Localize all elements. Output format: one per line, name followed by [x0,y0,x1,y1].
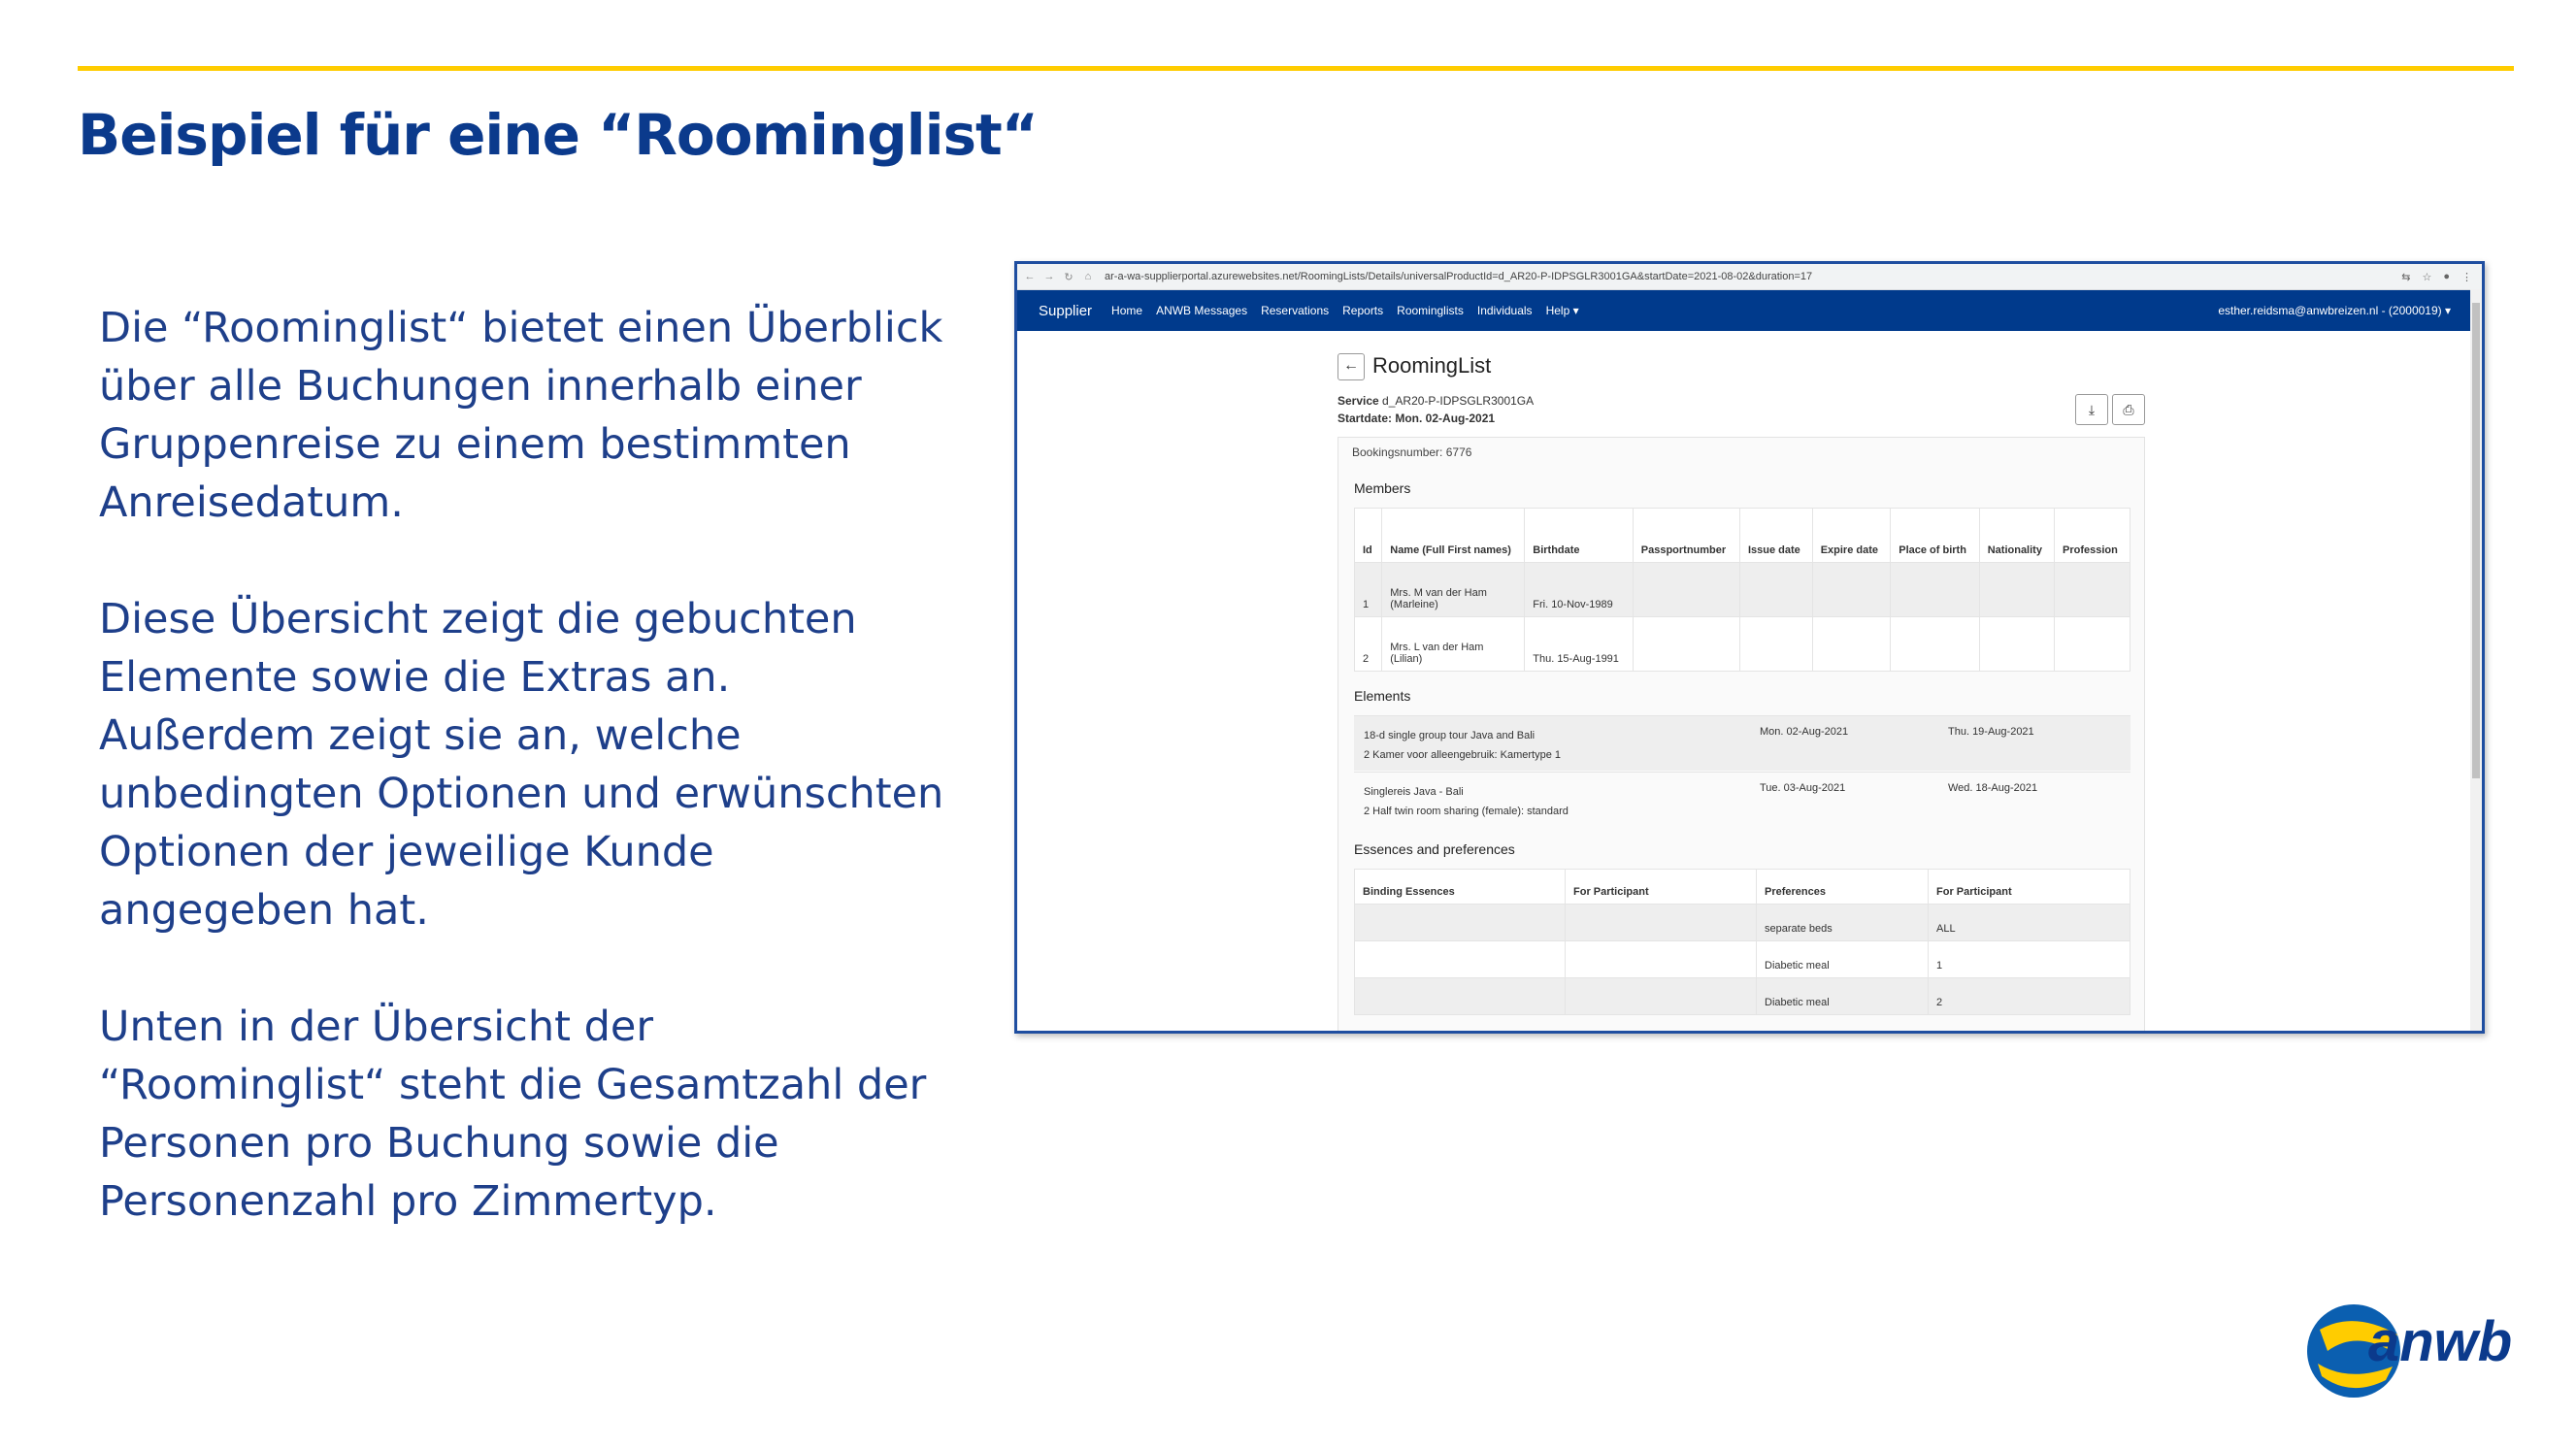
app-navbar [1017,290,2482,331]
list-item [1354,715,2130,771]
nav-help[interactable]: Help ▾ [1545,304,1579,317]
col-expire: Expire date [1812,509,1891,563]
member-birthdate: Thu. 15-Aug-1991 [1525,617,1634,672]
member-name: Mrs. M van der Ham (Marleine) [1382,563,1525,617]
service-label: Service [1338,394,1379,408]
table-row [1355,978,2130,1015]
essences-table [1354,869,2130,1015]
nav-individuals[interactable]: Individuals [1476,304,1533,317]
navbar-brand[interactable]: Supplier [1039,302,1093,319]
nav-reports[interactable]: Reports [1342,304,1384,317]
member-birthdate: Fri. 10-Nov-1989 [1525,563,1634,617]
preference: Diabetic meal [1757,941,1929,978]
element-from: Tue. 03-Aug-2021 [1760,782,1846,794]
member-id: 1 [1355,563,1382,617]
col-for-participant: For Participant [1566,870,1757,905]
paragraph-1: Die “Roominglist“ bietet einen Überblick über alle Buchungen innerhalb einer Gruppenreise zu einem bestimmten Anreisedatum. [99,304,943,527]
element-line1: Singlereis Java - Bali [1364,786,1464,798]
nav-anwb-messages[interactable]: ANWB Messages [1156,304,1248,317]
col-nationality: Nationality [1979,509,2054,563]
col-place: Place of birth [1891,509,1979,563]
account-icon[interactable]: ● [2443,270,2450,282]
translate-icon[interactable]: ⇆ [2401,271,2411,283]
essences-title: Essences and preferences [1354,841,1515,857]
nav-home[interactable]: Home [1111,304,1143,317]
col-id: Id [1355,509,1382,563]
paragraph-2: Diese Übersicht zeigt die gebuchten Elemente sowie die Extras an. Außerdem zeigt sie an, welche unbedingten Optionen und erwünschten Optionen der jeweilige Kunde angegeben hat. [99,595,944,935]
anwb-logo [2300,1291,2533,1407]
table-row [1355,563,2130,617]
element-line1: 18-d single group tour Java and Bali [1364,730,1536,741]
preference: Diabetic meal [1757,978,1929,1015]
star-icon[interactable]: ☆ [2422,271,2432,283]
service-value: d_AR20-P-IDPSGLR3001GA [1382,394,1535,408]
print-icon: ⎙ [2123,402,2134,417]
download-button[interactable] [2075,394,2108,425]
scrollbar-thumb[interactable] [2472,303,2480,778]
logo-text: anwb [2368,1310,2513,1373]
col-for-participant-2: For Participant [1929,870,2130,905]
back-arrow-icon[interactable]: ← [1024,271,1036,282]
col-birthdate: Birthdate [1525,509,1634,563]
service-info [1338,392,1534,427]
element-to: Thu. 19-Aug-2021 [1948,726,2034,738]
col-issue: Issue date [1739,509,1812,563]
top-accent-line [78,66,2514,71]
slide-title: Beispiel für eine “Roominglist“ [78,102,1038,168]
preference: separate beds [1757,905,1929,941]
element-to: Wed. 18-Aug-2021 [1948,782,2038,794]
table-row [1355,905,2130,941]
home-icon[interactable]: ⌂ [1084,271,1092,282]
table-row [1355,941,2130,978]
participant: 2 [1929,978,2130,1015]
booking-panel [1338,437,2145,1034]
member-id: 2 [1355,617,1382,672]
col-profession: Profession [2055,509,2130,563]
col-binding: Binding Essences [1355,870,1566,905]
col-passport: Passportnumber [1633,509,1739,563]
startdate-label: Startdate: [1338,412,1393,425]
col-preferences: Preferences [1757,870,1929,905]
element-line2: 2 Kamer voor alleengebruik: Kamertype 1 [1364,749,1561,761]
participant: 1 [1929,941,2130,978]
arrow-left-icon: ← [1343,357,1359,374]
browser-chrome [1017,264,2482,290]
element-line2: 2 Half twin room sharing (female): standard [1364,806,1569,817]
slide-body [99,299,953,1289]
forward-arrow-icon[interactable]: → [1043,271,1055,282]
col-name: Name (Full First names) [1382,509,1525,563]
address-bar[interactable]: ar-a-wa-supplierportal.azurewebsites.net/RoomingLists/Details/universalProductId=d_AR20-P-IDPSGLR3001GA&startDate=2021-08-02&duration=17 [1105,271,1813,282]
user-menu[interactable]: esther.reidsma@anwbreizen.nl - (2000019) ▾ [2218,304,2451,317]
menu-icon[interactable]: ⋮ [2461,271,2472,283]
nav-roominglists[interactable]: Roominglists [1397,304,1464,317]
scrollbar[interactable] [2470,289,2482,1031]
bookings-number: Bookingsnumber: 6776 [1352,445,1472,459]
participant: ALL [1929,905,2130,941]
screenshot-frame [1014,261,2485,1034]
print-button[interactable] [2112,394,2145,425]
paragraph-3: Unten in der Übersicht der “Roominglist“ steht die Gesamtzahl der Personen pro Buchung sowie die Personenzahl pro Zimmertyp. [99,1003,927,1226]
download-icon: ⤓ [2088,402,2096,417]
back-button[interactable] [1338,353,1365,380]
members-title: Members [1354,480,1411,496]
table-row [1355,617,2130,672]
members-table [1354,508,2130,672]
nav-reservations[interactable]: Reservations [1261,304,1330,317]
startdate-value: Mon. 02-Aug-2021 [1395,412,1496,425]
list-item [1354,772,2130,827]
page-title: RoomingList [1372,353,1492,378]
member-name: Mrs. L van der Ham (Lilian) [1382,617,1525,672]
reload-icon[interactable]: ↻ [1064,271,1073,283]
element-from: Mon. 02-Aug-2021 [1760,726,1849,738]
elements-title: Elements [1354,688,1411,704]
